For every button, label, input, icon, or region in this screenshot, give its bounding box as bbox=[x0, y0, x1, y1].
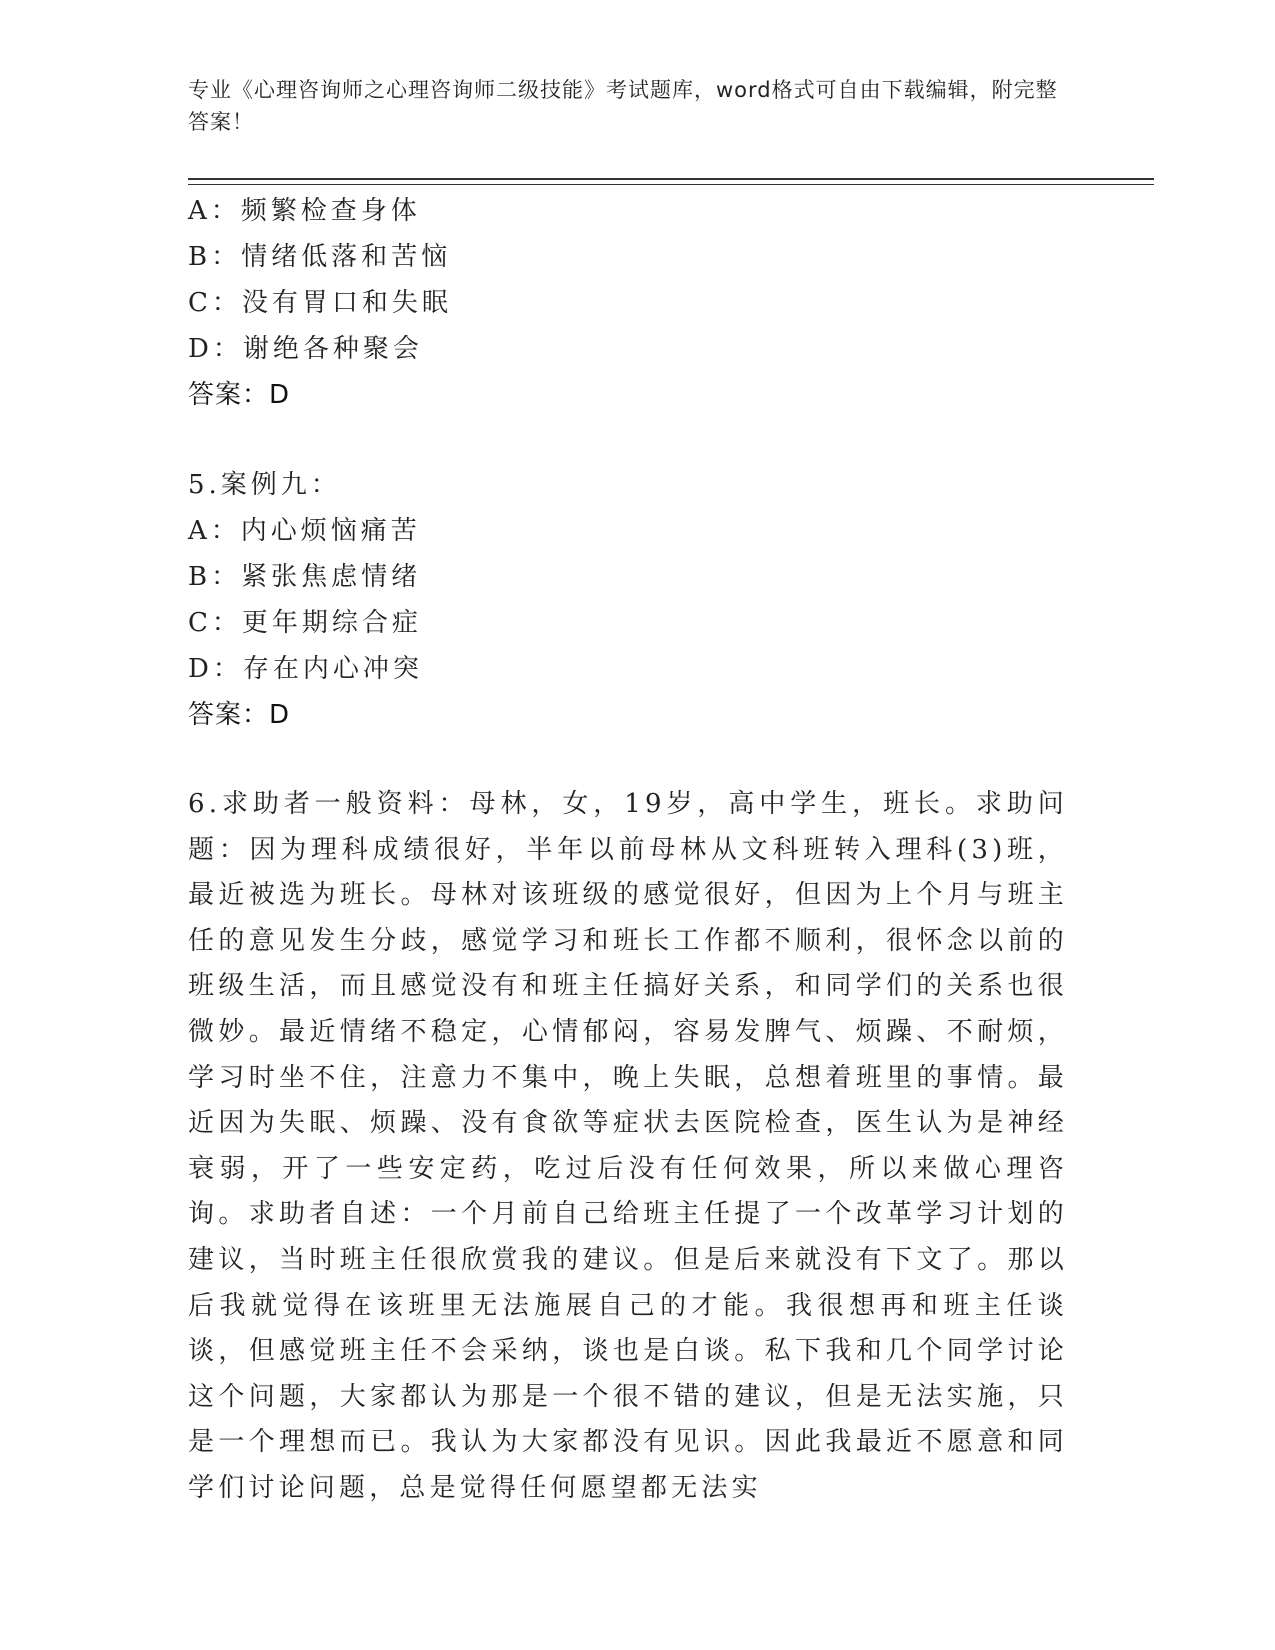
page-header: 专业《心理咨询师之心理咨询师二级技能》考试题库，word格式可自由下载编辑，附完整答案！ bbox=[188, 78, 1058, 134]
answer-line: 答案：D bbox=[188, 700, 291, 730]
option-d: D：存在内心冲突 bbox=[188, 654, 423, 684]
document-body bbox=[188, 188, 1068, 1503]
option-d: D：谢绝各种聚会 bbox=[188, 334, 423, 364]
question-6-text: 6.求助者一般资料：母林，女，19岁，高中学生，班长。求助问题：因为理科成绩很好，半年以前母林从文科班转入理科(3)班，最近被选为班长。母林对该班级的感觉很好，但因为上个月与班主任的意见发生分歧，感觉学习和班长工作都不顺利，很怀念以前的班级生活，而且感觉没有和班主任搞好关系，和同学们的关系也很微妙。最近情绪不稳定，心情郁闷，容易发脾气、烦躁、不耐烦，学习时坐不住，注意力不集中，晚上失眠，总想着班里的事情。最近因为失眠、烦躁、没有食欲等症状去医院检查，医生认为是神经衰弱，开了一些安定药，吃过后没有任何效果，所以来做心理咨询。求助者自述：一个月前自己给班主任提了一个改革学习计划的建议，当时班主任很欣赏我的建议。但是后来就没有下文了。那以后我就觉得在该班里无法施展自己的才能。我很想再和班主任谈谈，但感觉班主任不会采纳，谈也是白谈。私下我和几个同学讨论这个问题，大家都认为那是一个很不错的建议，但是无法实施，只是一个理想而已。我认为大家都没有见识。因此我最近不愿意和同学们讨论问题，总是觉得任何愿望都无法实 bbox=[188, 789, 1068, 1503]
header-divider-thin bbox=[188, 184, 1154, 185]
spacer bbox=[188, 738, 1068, 782]
option-c: C：更年期综合症 bbox=[188, 608, 422, 638]
question-4-block bbox=[188, 188, 1068, 418]
question-title: 5.案例九： bbox=[188, 470, 341, 500]
question-5-block bbox=[188, 462, 1068, 738]
option-a: A：内心烦恼痛苦 bbox=[188, 516, 421, 546]
spacer bbox=[188, 418, 1068, 462]
header-divider bbox=[188, 178, 1154, 180]
option-b: B：紧张焦虑情绪 bbox=[188, 562, 422, 592]
option-b: B：情绪低落和苦恼 bbox=[188, 242, 452, 272]
option-a: A：频繁检查身体 bbox=[188, 196, 421, 226]
option-c: C：没有胃口和失眠 bbox=[188, 288, 452, 318]
answer-line: 答案：D bbox=[188, 380, 291, 410]
